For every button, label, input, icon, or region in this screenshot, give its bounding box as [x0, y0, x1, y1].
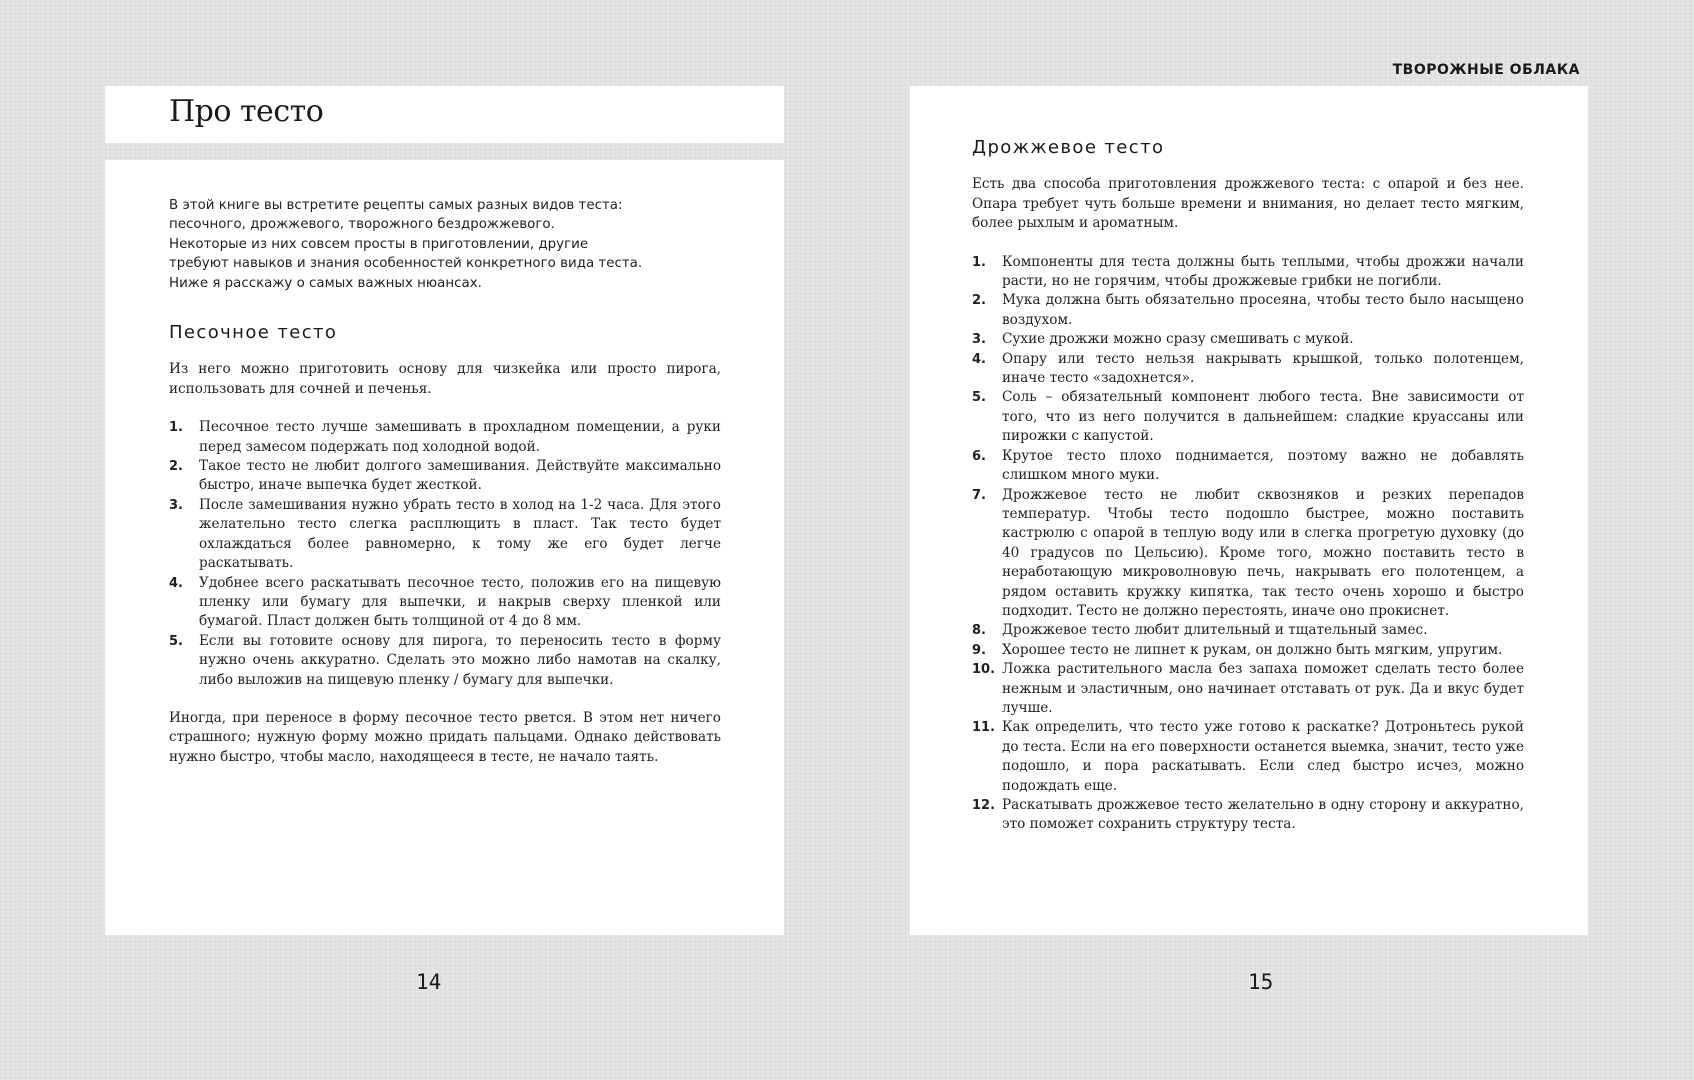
- item-number: 4.: [972, 351, 986, 367]
- item-text: После замешивания нужно убрать тесто в холод на 1-2 часа. Для этого желательно тесто слегка расплющить в пласт. Так тесто будет охлаждаться более равномерно, к тому же его будет легче раскатывать.: [199, 496, 721, 572]
- list-item: [169, 632, 721, 690]
- list-item: [169, 574, 721, 632]
- item-text: Хорошее тесто не липнет к рукам, он должно быть мягким, упругим.: [1002, 641, 1503, 658]
- item-text: Дрожжевое тесто любит длительный и тщательный замес.: [1002, 622, 1428, 639]
- item-number: 2.: [169, 459, 183, 475]
- item-number: 5.: [169, 633, 183, 649]
- list-item: [972, 621, 1524, 640]
- list-item: [972, 291, 1524, 330]
- chapter-title: Про тесто: [169, 94, 324, 129]
- item-number: 1.: [169, 420, 183, 436]
- intro-line: Ниже я расскажу о самых важных нюансах.: [169, 275, 482, 291]
- item-number: 2.: [972, 293, 986, 309]
- list-item: [972, 718, 1524, 796]
- list-item: [169, 457, 721, 496]
- intro-line: Некоторые из них совсем просты в приготовлении, другие: [169, 236, 589, 252]
- section-intro: Из него можно приготовить основу для чизкейка или просто пирога, использовать для сочней и печенья.: [169, 361, 721, 397]
- item-text: Мука должна быть обязательно просеяна, чтобы тесто было насыщено воздухом.: [1002, 292, 1524, 328]
- item-number: 9.: [972, 642, 986, 658]
- item-text: Ложка растительного масла без запаха поможет сделать тесто более нежным и эластичным, оно начинает отставать от рук. Да и вкус будет лучше.: [1002, 661, 1524, 716]
- item-number: 7.: [972, 487, 986, 503]
- item-text: Дрожжевое тесто не любит сквозняков и резких перепадов температур. Чтобы тесто подошло быстрее, можно поставить кастрюлю с опарой в теплую воду или в слегка прогретую духовку (до 40 градусов по Цельсию). Кроме того, можно поставить тесто в неработающую микроволновую печь, накрывать его полотенцем, а рядом оставить кружку кипятка, так тесто очень хорошо и быстро подходит. Тесто не должно перестоять, иначе оно прокиснет.: [1002, 486, 1524, 619]
- intro-paragraph: [169, 196, 721, 293]
- left-page: [105, 160, 784, 935]
- list-item: [972, 660, 1524, 718]
- list-item: [972, 641, 1524, 660]
- list-item: [972, 486, 1524, 622]
- list-item: [169, 496, 721, 574]
- section-title-shortcrust: Песочное тесто: [169, 322, 338, 344]
- item-number: 3.: [972, 332, 986, 348]
- item-number: 11.: [972, 720, 996, 736]
- page-number-left: 14: [416, 970, 442, 994]
- right-page: [910, 86, 1588, 935]
- chapter-title-box: [105, 86, 784, 143]
- section-title-yeast: Дрожжевое тесто: [972, 137, 1165, 158]
- list-item: [972, 350, 1524, 389]
- intro-line: требуют навыков и знания особенностей конкретного вида теста.: [169, 256, 643, 272]
- left-page-content: [169, 196, 721, 767]
- item-number: 1.: [972, 254, 986, 270]
- item-text: Крутое тесто плохо поднимается, поэтому важно не добавлять слишком много муки.: [1002, 447, 1524, 484]
- item-number: 10.: [972, 662, 996, 678]
- item-text: Удобнее всего раскатывать песочное тесто, положив его на пищевую пленку или бумагу для выпечки, и накрыв сверху пленкой или бумагой. Пласт должен быть толщиной от 4 до 8 мм.: [199, 574, 721, 630]
- item-text: Песочное тесто лучше замешивать в прохладном помещении, а руки перед замесом подержать под холодной водой.: [199, 419, 721, 455]
- item-text: Компоненты для теста должны быть теплыми, чтобы дрожжи начали расти, но не горячим, чтобы дрожжевые грибки не погибли.: [1002, 253, 1524, 290]
- intro-line: песочного, дрожжевого, творожного бездрожжевого.: [169, 217, 555, 233]
- item-text: Как определить, что тесто уже готово к раскатке? Дотроньтесь рукой до теста. Если на его поверхности останется выемка, значит, тесто уже подошло, и пора раскатывать. Если след быстро исчез, можно подождать еще.: [1002, 719, 1524, 794]
- list-item: [972, 330, 1524, 349]
- right-page-content: [972, 138, 1524, 835]
- item-number: 3.: [169, 497, 183, 513]
- list-item: [972, 253, 1524, 292]
- section-intro: Есть два способа приготовления дрожжевого теста: с опарой и без нее. Опара требует чуть больше времени и внимания, но делает тесто мягким, более рыхлым и ароматным.: [972, 176, 1524, 232]
- intro-line: В этой книге вы встретите рецепты самых разных видов теста:: [169, 198, 623, 213]
- item-text: Соль – обязательный компонент любого теста. Вне зависимости от того, что из него получится в дальнейшем: сладкие круассаны или пирожки с капустой.: [1002, 389, 1524, 445]
- item-text: Такое тесто не любит долгого замешивания. Действуйте максимально быстро, иначе выпечка будет жесткой.: [199, 458, 721, 494]
- page-number-right: 15: [1248, 970, 1274, 994]
- list-item: [972, 796, 1524, 835]
- item-text: Опару или тесто нельзя накрывать крышкой, только полотенцем, иначе тесто «задохнется».: [1002, 350, 1524, 387]
- running-head: ТВОРОЖНЫЕ ОБЛАКА: [1392, 62, 1580, 78]
- item-number: 5.: [972, 390, 986, 406]
- list-item: [972, 388, 1524, 446]
- tips-list: [169, 418, 721, 690]
- item-number: 4.: [169, 575, 183, 591]
- item-text: Сухие дрожжи можно сразу смешивать с мукой.: [1002, 331, 1354, 348]
- item-text: Если вы готовите основу для пирога, то переносить тесто в форму нужно очень аккуратно. Сделать это можно либо намотав на скалку, либо выложив на пищевую пленку / бумагу для выпечки.: [199, 632, 721, 688]
- item-number: 8.: [972, 623, 986, 639]
- list-item: [972, 447, 1524, 486]
- item-text: Раскатывать дрожжевое тесто желательно в одну сторону и аккуратно, это поможет сохранить структуру теста.: [1002, 797, 1524, 833]
- item-number: 12.: [972, 798, 996, 813]
- list-item: [169, 418, 721, 457]
- tips-list: [972, 253, 1524, 835]
- closing-paragraph: Иногда, при переносе в форму песочное тесто рвется. В этом нет ничего страшного; нужную форму можно придать пальцами. Однако действовать нужно быстро, чтобы масло, находящееся в тесте, не начало таять.: [169, 709, 721, 765]
- item-number: 6.: [972, 448, 986, 464]
